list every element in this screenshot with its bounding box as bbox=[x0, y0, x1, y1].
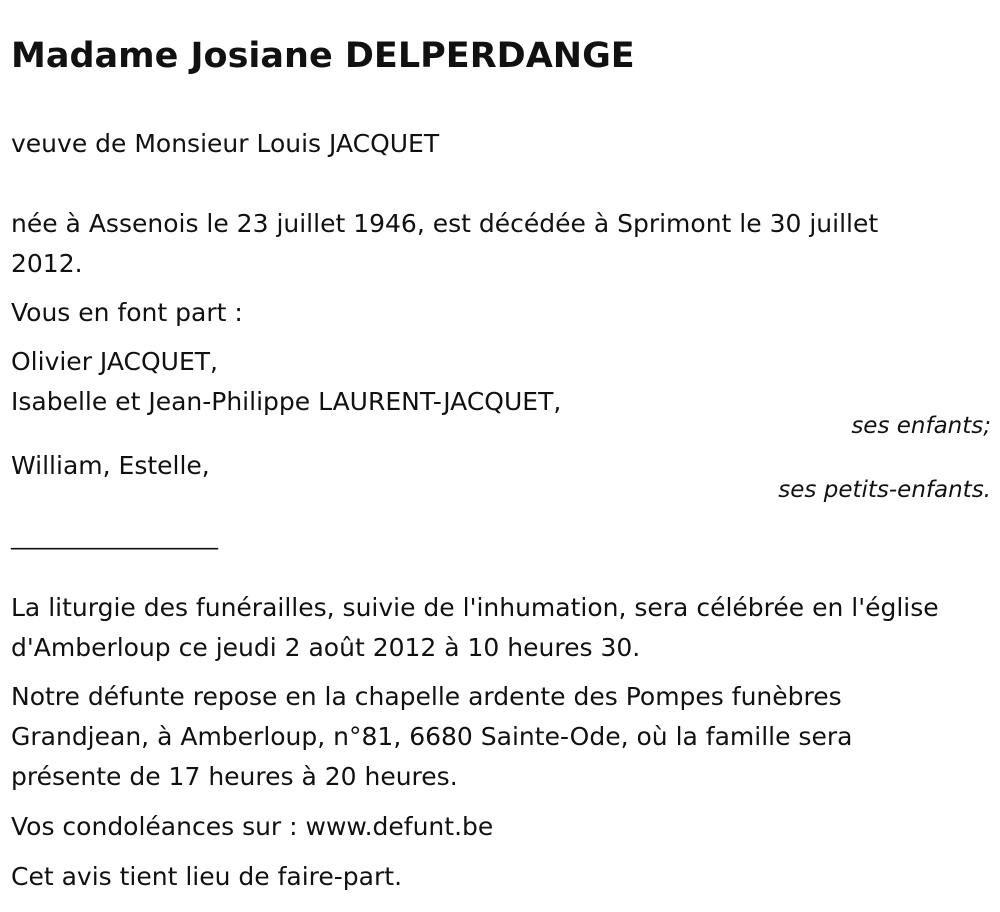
funeral-line-1: La liturgie des funérailles, suivie de l'inhumation, sera célébrée en l'église bbox=[11, 593, 939, 622]
widow-of-line: veuve de Monsieur Louis JACQUET bbox=[11, 129, 440, 158]
condolences-line: Vos condoléances sur : www.defunt.be bbox=[11, 812, 494, 841]
grandchildren-relation-label: ses petits-enfants. bbox=[778, 477, 991, 503]
children-relation-label: ses enfants; bbox=[851, 413, 991, 439]
chapel-line-3: présente de 17 heures à 20 heures. bbox=[11, 762, 458, 791]
footer-note: Cet avis tient lieu de faire-part. bbox=[11, 862, 403, 891]
deceased-name: Madame Josiane DELPERDANGE bbox=[11, 36, 635, 76]
funeral-line-2: d'Amberloup ce jeudi 2 août 2012 à 10 heures 30. bbox=[11, 633, 641, 662]
birth-death-line-1: née à Assenois le 23 juillet 1946, est décédée à Sprimont le 30 juillet bbox=[11, 209, 879, 238]
grandchildren-names: William, Estelle, bbox=[11, 451, 210, 480]
separator-line: __________________ bbox=[11, 524, 218, 550]
chapel-line-1: Notre défunte repose en la chapelle ardente des Pompes funèbres bbox=[11, 682, 842, 711]
announce-label: Vous en font part : bbox=[11, 298, 243, 327]
child-name: Isabelle et Jean-Philippe LAURENT-JACQUET, bbox=[11, 387, 562, 416]
child-name: Olivier JACQUET, bbox=[11, 347, 218, 376]
birth-death-line-2: 2012. bbox=[11, 249, 83, 278]
chapel-line-2: Grandjean, à Amberloup, n°81, 6680 Sainte-Ode, où la famille sera bbox=[11, 722, 853, 751]
